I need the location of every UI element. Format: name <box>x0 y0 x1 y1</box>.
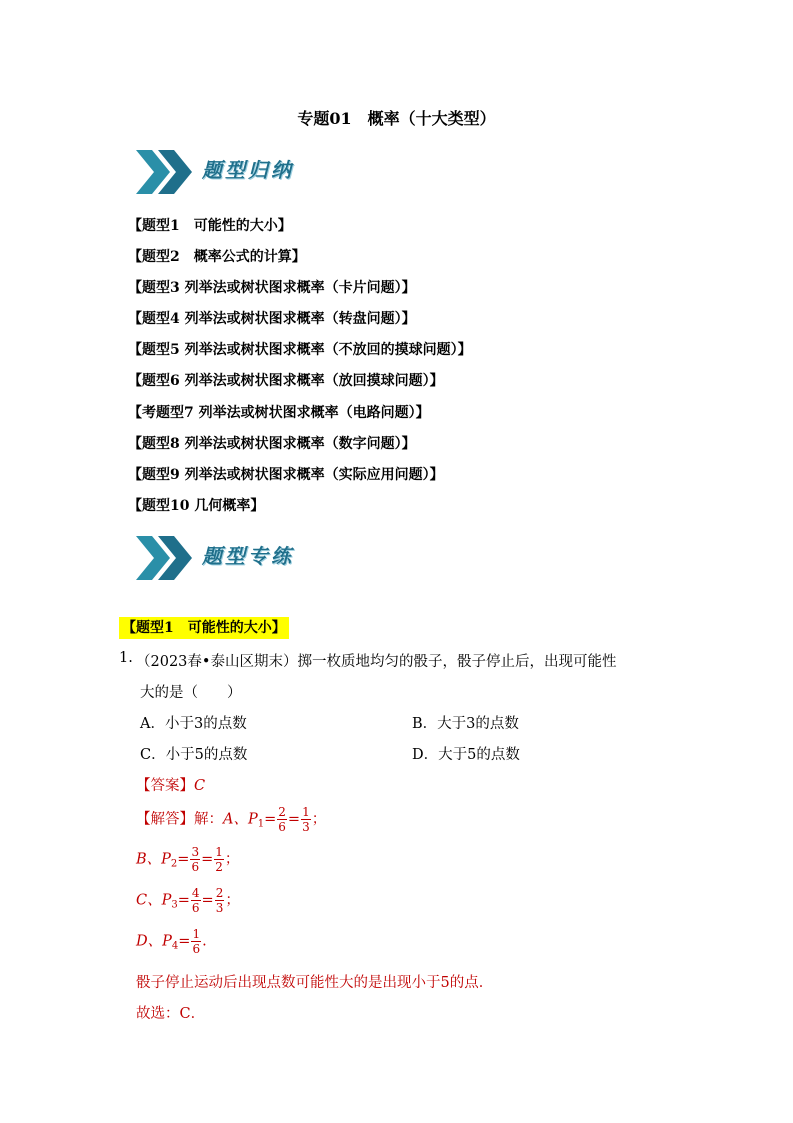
solution-line-b: B、$P_2=$ $\frac{3}{6}$ = $\frac{1}{2}$ ； <box>136 845 240 874</box>
step-p: P <box>247 811 258 828</box>
option-a: A．小于3的点数 <box>140 716 247 732</box>
option-c: C．小于5的点数 <box>140 747 248 763</box>
toc-item: 【考题型7 列举法或树状图求概率（电路问题）】 <box>128 405 430 421</box>
step-name: C、 <box>136 892 162 909</box>
fraction: $\frac{2}{6}$ <box>278 805 286 834</box>
section-banner-practice <box>134 532 364 584</box>
toc-item: 【题型6 列举法或树状图求概率（放回摸球问题）】 <box>128 373 444 389</box>
toc-item: 【题型3 列举法或树状图求概率（卡片问题）】 <box>128 280 416 296</box>
fraction: $\frac{1}{6}$ <box>192 927 201 956</box>
fraction: $\frac{3}{6}$ <box>191 845 200 874</box>
step-sub: 2 <box>170 858 178 870</box>
step-name: A、 <box>223 811 248 828</box>
fraction: $\frac{1}{3}$ <box>302 805 310 834</box>
toc-item: 【题型4 列举法或树状图求概率（转盘问题）】 <box>128 311 416 327</box>
solution-conclusion: 骰子停止运动后出现点数可能性大的是出现小于5的点． <box>136 975 494 991</box>
banner-title: 题型专练 <box>202 544 294 568</box>
toc-item: 【题型10 几何概率】 <box>128 498 265 514</box>
step-sub: 4 <box>171 940 179 952</box>
question-stem-line1: （2023春•泰山区期末）掷一枚质地均匀的骰子，骰子停止后，出现可能性 <box>136 654 617 670</box>
banner-title: 题型归纳 <box>202 158 294 182</box>
solution-line-d: D、$P_4=$ $\frac{1}{6}$ . <box>136 927 207 956</box>
question-stem-line2: 大的是（ ） <box>140 685 242 701</box>
answer-value: C <box>194 778 206 794</box>
step-sub: 3 <box>171 899 178 911</box>
option-b: B．大于3的点数 <box>412 716 519 732</box>
step-p: P <box>161 892 172 909</box>
step-sub: 1 <box>257 818 265 830</box>
step-name: D、 <box>136 933 163 950</box>
solution-line-c: C、$P_3=$ $\frac{4}{6}$ = $\frac{2}{3}$ ； <box>136 886 240 915</box>
section-banner-summary <box>134 146 364 198</box>
answer-label: 【答案】 <box>136 778 194 794</box>
toc-item: 【题型9 列举法或树状图求概率（实际应用问题）】 <box>128 467 444 483</box>
toc-item: 【题型5 列举法或树状图求概率（不放回的摸球问题）】 <box>128 342 472 358</box>
toc-item: 【题型1 可能性的大小】 <box>128 218 292 234</box>
question-number: 1. <box>119 650 133 666</box>
solution-line-a: 【解答】解：A、$P_1=$ $\frac{2}{6}$ = $\frac{1}{3}$ ； <box>136 805 327 834</box>
fraction: $\frac{2}{3}$ <box>215 886 224 915</box>
toc-item: 【题型2 概率公式的计算】 <box>128 249 306 265</box>
step-p: P <box>162 933 172 950</box>
double-chevron-icon <box>134 146 194 198</box>
fraction: $\frac{1}{2}$ <box>215 845 223 874</box>
toc-item: 【题型8 列举法或树状图求概率（数字问题）】 <box>128 436 416 452</box>
page-title: 专题01 概率（十大类型） <box>297 109 496 128</box>
step-name: B、 <box>136 851 162 868</box>
fraction: $\frac{4}{6}$ <box>191 886 200 915</box>
option-d: D．大于5的点数 <box>412 747 520 763</box>
solution-prefix: 解： <box>194 811 223 828</box>
answer-line <box>136 774 205 795</box>
step-p: P <box>161 851 171 868</box>
solution-label: 【解答】 <box>136 811 194 828</box>
solution-choice: 故选：C． <box>136 1006 206 1022</box>
double-chevron-icon <box>134 532 194 584</box>
section-heading: 【题型1 可能性的大小】 <box>119 617 289 639</box>
